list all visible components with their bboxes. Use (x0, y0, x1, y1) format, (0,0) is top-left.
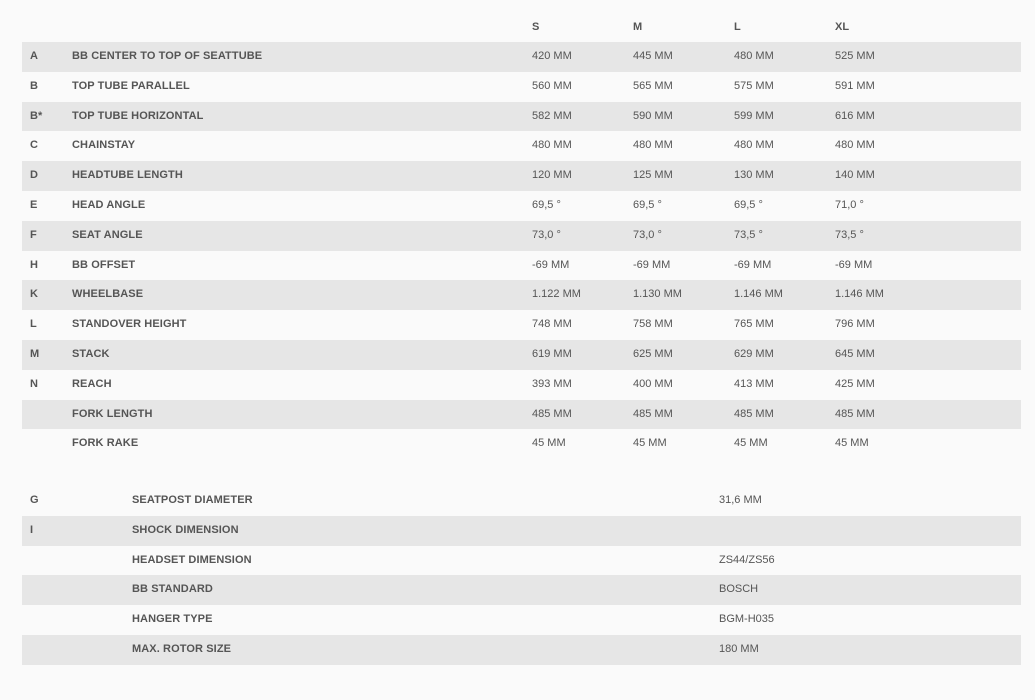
table-row (22, 340, 1021, 370)
value-xl: 45 MM (835, 437, 869, 450)
value-s: 420 MM (532, 50, 572, 62)
row-label: BB STANDARD (132, 583, 213, 596)
table-row (22, 486, 1021, 516)
row-code: M (30, 347, 40, 360)
size-header-xl: XL (835, 21, 850, 33)
value-m: -69 MM (633, 258, 671, 271)
value-s: 560 MM (532, 79, 572, 92)
row-code: D (30, 169, 38, 182)
table-row (22, 400, 1021, 430)
row-label: SEAT ANGLE (72, 228, 143, 241)
row-code: N (30, 377, 38, 390)
value-m: 445 MM (633, 50, 673, 62)
value-s: 619 MM (532, 347, 572, 360)
value-l: 480 MM (734, 50, 774, 62)
table-row (22, 42, 1021, 72)
row-label: TOP TUBE HORIZONTAL (72, 109, 204, 122)
value-xl: 591 MM (835, 79, 875, 92)
value-xl: 796 MM (835, 318, 875, 331)
size-header-s: S (532, 21, 540, 33)
value-m: 485 MM (633, 407, 673, 420)
value-s: 393 MM (532, 377, 572, 390)
value-l: 599 MM (734, 109, 774, 122)
value-m: 73,0 ° (633, 228, 662, 241)
row-value: 31,6 MM (719, 494, 762, 506)
value-l: 45 MM (734, 437, 768, 450)
value-l: -69 MM (734, 258, 772, 271)
value-xl: 140 MM (835, 169, 875, 182)
row-label: FORK RAKE (72, 437, 139, 450)
row-label: STANDOVER HEIGHT (72, 318, 187, 331)
value-s: 45 MM (532, 437, 566, 450)
row-value: 180 MM (719, 642, 759, 655)
row-code: L (30, 318, 37, 331)
size-header-l: L (734, 21, 741, 33)
table-row (22, 605, 1021, 635)
value-s: -69 MM (532, 258, 570, 271)
value-s: 120 MM (532, 169, 572, 182)
table-row (22, 251, 1021, 281)
row-value: ZS44/ZS56 (719, 553, 775, 566)
row-label: HANGER TYPE (132, 613, 213, 626)
table-row (22, 102, 1021, 132)
row-label: WHEELBASE (72, 288, 144, 301)
row-label: TOP TUBE PARALLEL (72, 79, 190, 92)
row-code: H (30, 258, 38, 271)
row-label: HEADTUBE LENGTH (72, 169, 183, 182)
value-l: 480 MM (734, 139, 774, 152)
row-label: HEAD ANGLE (72, 198, 146, 211)
row-value: BOSCH (719, 583, 759, 596)
row-code: A (30, 50, 38, 62)
value-l: 73,5 ° (734, 228, 763, 241)
value-m: 480 MM (633, 139, 673, 152)
specs-rows (22, 486, 1021, 665)
value-xl: 1.146 MM (835, 288, 884, 301)
row-label: BB CENTER TO TOP OF SEATTUBE (72, 50, 263, 62)
value-xl: 71,0 ° (835, 198, 864, 211)
value-s: 73,0 ° (532, 228, 561, 241)
row-code: B (30, 79, 38, 92)
specs-table (22, 486, 1021, 665)
row-label: CHAINSTAY (72, 139, 136, 152)
row-code: G (30, 494, 39, 506)
value-xl: 485 MM (835, 407, 875, 420)
table-row (22, 516, 1021, 546)
value-m: 758 MM (633, 318, 673, 331)
value-xl: -69 MM (835, 258, 873, 271)
value-m: 45 MM (633, 437, 667, 450)
row-label: BB OFFSET (72, 258, 136, 271)
table-row (22, 72, 1021, 102)
table-row (22, 221, 1021, 251)
value-l: 575 MM (734, 79, 774, 92)
value-l: 765 MM (734, 318, 774, 331)
row-code: B* (30, 109, 43, 122)
value-xl: 480 MM (835, 139, 875, 152)
table-row (22, 635, 1021, 665)
table-row (22, 429, 1021, 459)
value-l: 69,5 ° (734, 198, 763, 211)
geometry-header-row (22, 12, 1021, 42)
row-label: SEATPOST DIAMETER (132, 494, 253, 506)
value-xl: 525 MM (835, 50, 875, 62)
geometry-rows (22, 42, 1021, 459)
table-row (22, 161, 1021, 191)
row-code: F (30, 228, 37, 241)
value-l: 485 MM (734, 407, 774, 420)
row-label: STACK (72, 347, 110, 360)
table-row (22, 280, 1021, 310)
table-row (22, 575, 1021, 605)
row-value: BGM-H035 (719, 613, 775, 626)
value-s: 485 MM (532, 407, 572, 420)
value-l: 130 MM (734, 169, 774, 182)
value-m: 1.130 MM (633, 288, 682, 301)
table-row (22, 191, 1021, 221)
row-code: C (30, 139, 38, 152)
row-label: REACH (72, 377, 112, 390)
value-s: 748 MM (532, 318, 572, 331)
value-s: 1.122 MM (532, 288, 581, 301)
value-xl: 645 MM (835, 347, 875, 360)
row-label: FORK LENGTH (72, 407, 153, 420)
table-row (22, 546, 1021, 576)
value-s: 582 MM (532, 109, 572, 122)
value-xl: 425 MM (835, 377, 875, 390)
value-s: 480 MM (532, 139, 572, 152)
value-m: 69,5 ° (633, 198, 662, 211)
row-code: I (30, 523, 34, 536)
value-m: 400 MM (633, 377, 673, 390)
table-row (22, 131, 1021, 161)
value-xl: 616 MM (835, 109, 875, 122)
value-l: 1.146 MM (734, 288, 783, 301)
size-header-m: M (633, 21, 643, 33)
value-m: 125 MM (633, 169, 673, 182)
value-xl: 73,5 ° (835, 228, 864, 241)
value-s: 69,5 ° (532, 198, 561, 211)
row-label: HEADSET DIMENSION (132, 553, 252, 566)
value-m: 625 MM (633, 347, 673, 360)
value-m: 565 MM (633, 79, 673, 92)
value-l: 629 MM (734, 347, 774, 360)
row-code: K (30, 288, 38, 301)
row-label: MAX. ROTOR SIZE (132, 642, 232, 655)
table-row (22, 370, 1021, 400)
table-row (22, 310, 1021, 340)
value-l: 413 MM (734, 377, 774, 390)
geometry-table (22, 12, 1021, 459)
value-m: 590 MM (633, 109, 673, 122)
row-code: E (30, 198, 38, 211)
row-label: SHOCK DIMENSION (132, 523, 239, 536)
